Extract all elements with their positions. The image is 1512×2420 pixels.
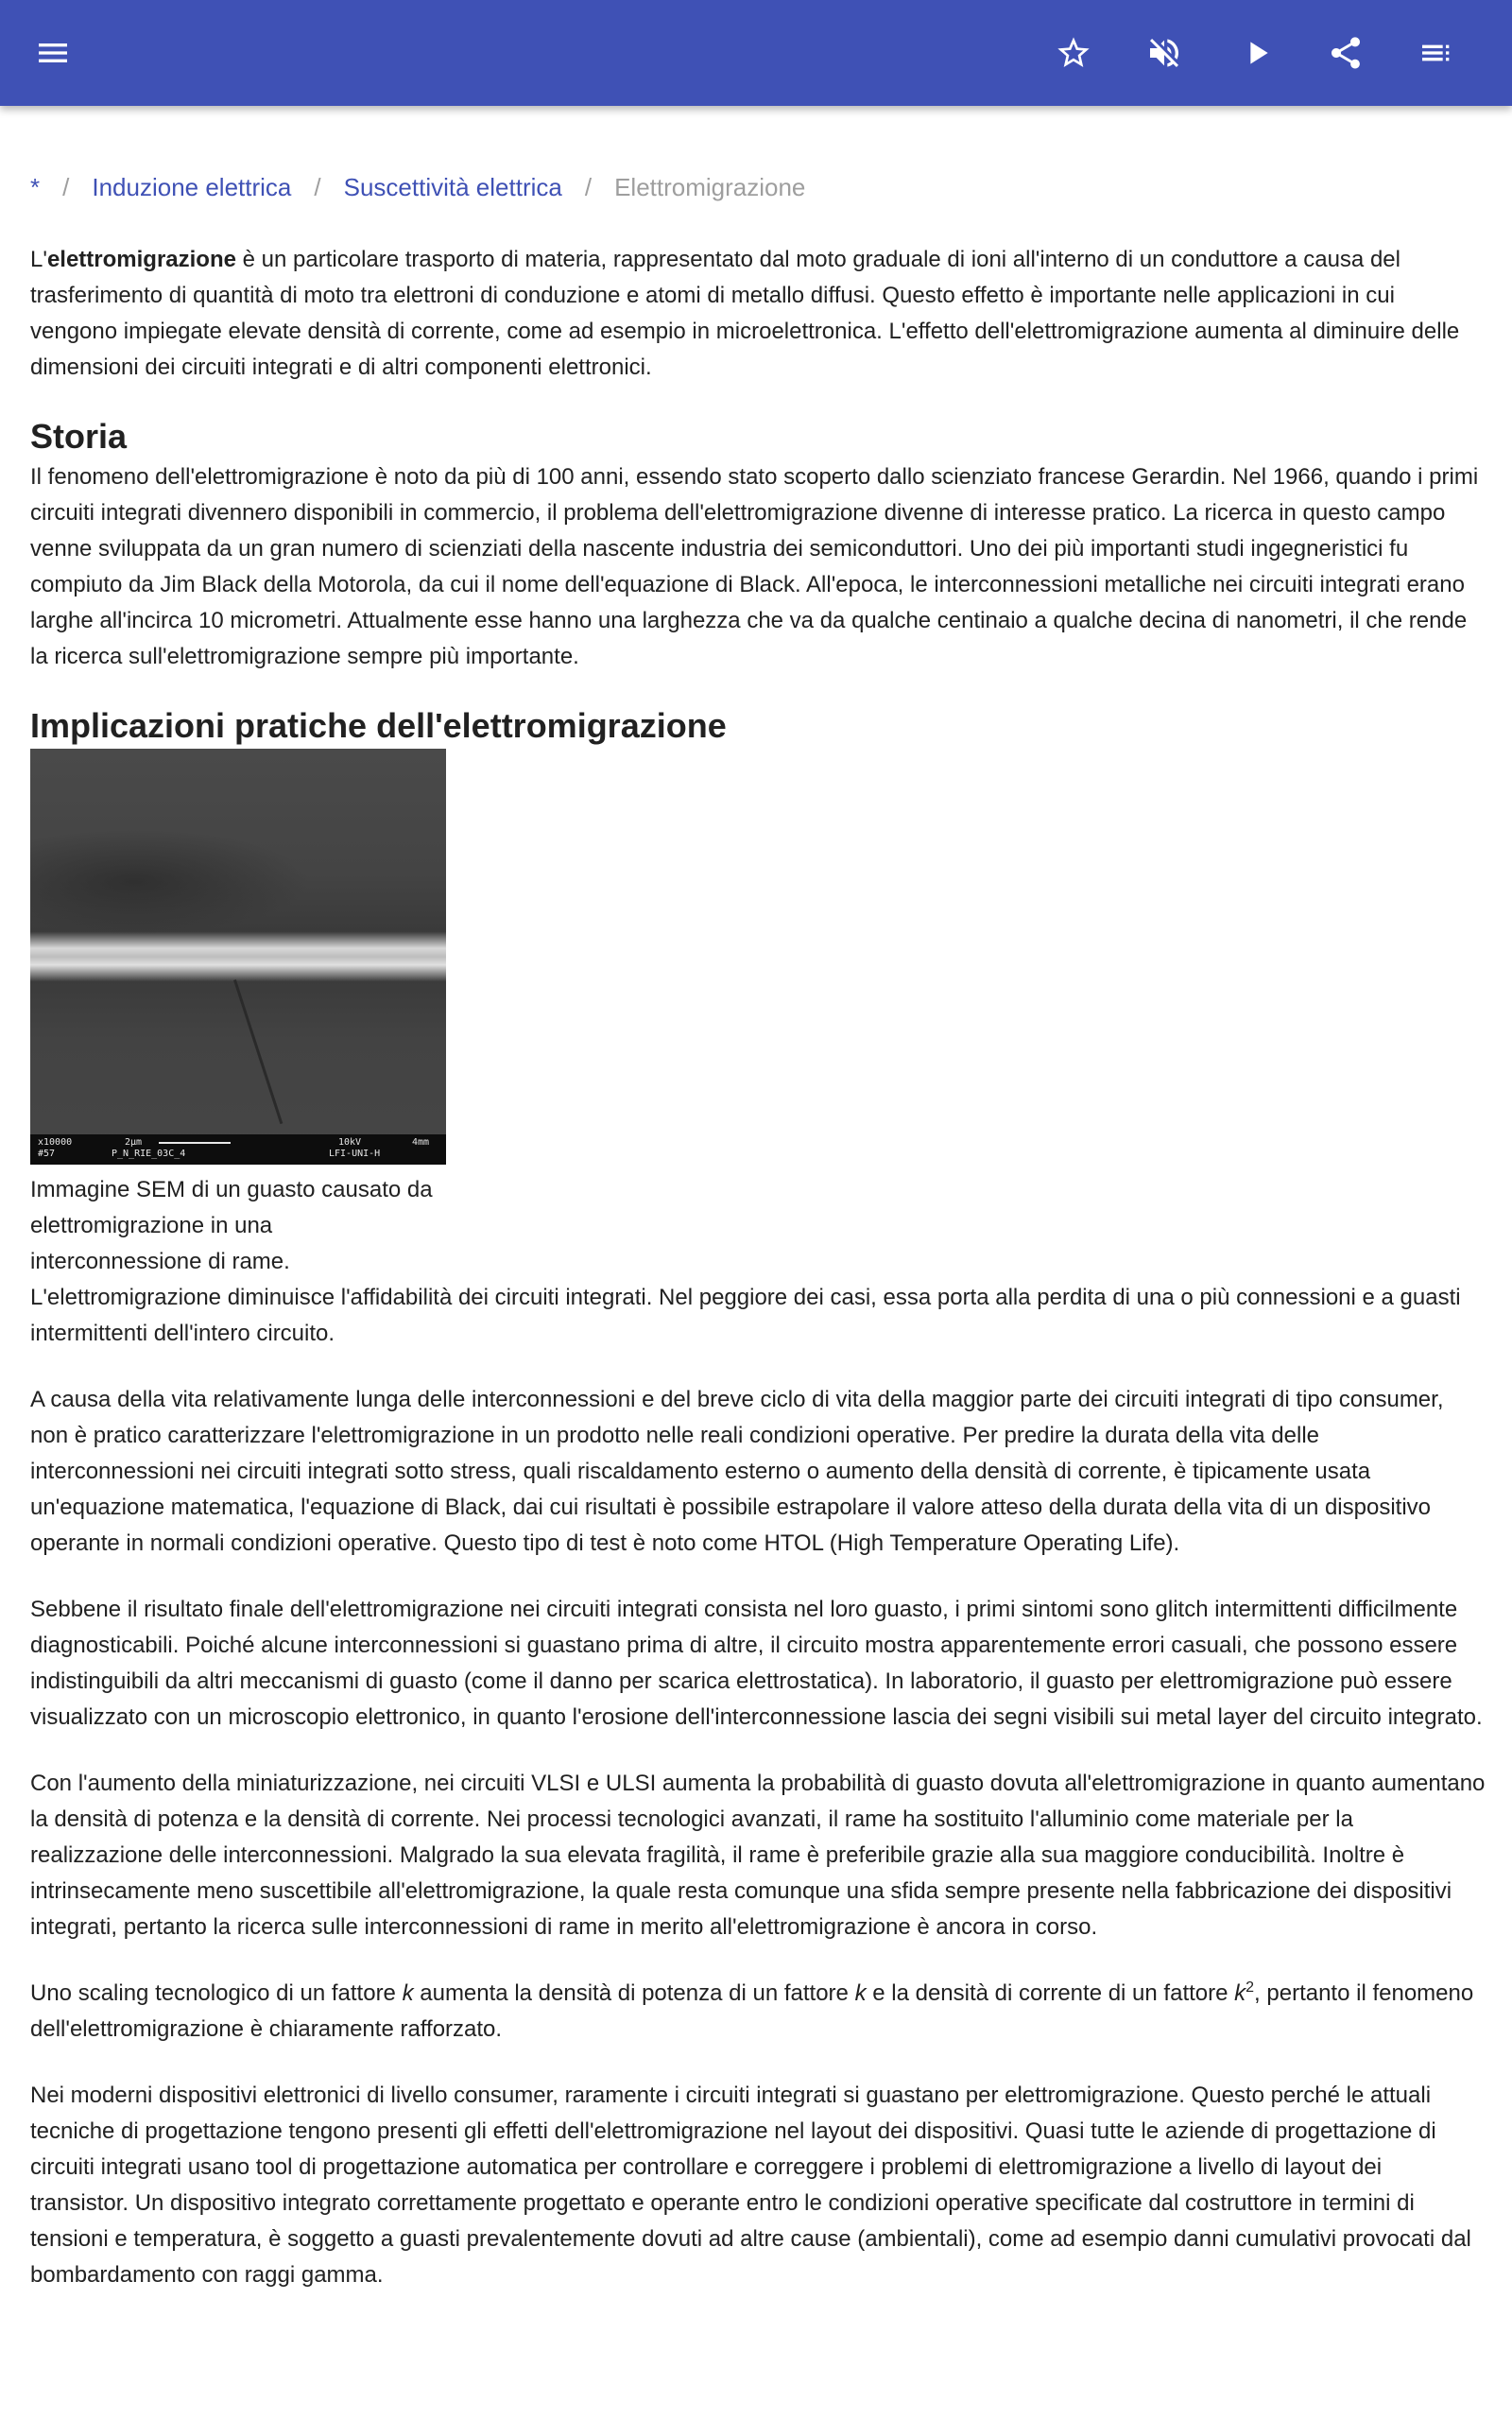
intro-term: elettromigrazione: [46, 247, 236, 272]
share-button[interactable]: [1319, 26, 1372, 79]
app-bar: [0, 0, 1512, 106]
figure-caption: Immagine SEM di un guasto causato da elettromigrazione in una interconnessione di rame.: [30, 1177, 433, 1274]
storia-paragraph: Il fenomeno dell'elettromigrazione è noto da più di 100 anni, essendo stato scoperto dallo scienziato francese Gerardin. Nel 1966, quando i primi circuiti integrati divennero disponibili in commercio, il problema dell'elettromigrazione divenne di interesse pratico. La ricerca in questo campo venne sviluppata da un gran numero di scienziati della nascente industria dei semiconduttori. Uno dei più importanti studi ingegneristici fu compiuto da Jim Black della Motorola, da cui il nome dell'equazione di Black. All'epoca, le interconnessioni metalliche nei circuiti integrati erano larghe all'incirca 10 micrometri. Attualmente esse hanno una larghezza che va da qualche centinaio a qualche decina di nanometri, il che rende la ricerca sull'elettromigrazione sempre più importante.: [30, 464, 1479, 669]
star-outline-icon: [1055, 34, 1092, 72]
math-k: k: [854, 1980, 867, 2006]
sem-figure: [30, 749, 1486, 1280]
share-icon: [1327, 34, 1365, 72]
breadcrumb-suscettivita-elettrica[interactable]: Suscettività elettrica: [343, 173, 562, 201]
implicazioni-paragraph-4: Con l'aumento della miniaturizzazione, nei circuiti VLSI e ULSI aumenta la probabilità di guasto dovuta all'elettromigrazione in quanto aumentano la densità di potenza e la densità di corrente. Nei processi tecnologici avanzati, il rame ha sostituito l'alluminio come materiale per la realizzazione delle interconnessioni. Malgrado la sua elevata fragilità, il rame è preferibile grazie alla sua maggiore conducibilità. Inoltre è intrinsecamente meno suscettibile all'elettromigrazione, la quale resta comunque una sfida sempre presente nella fabbricazione dei dispositivi integrati, pertanto la ricerca sulle interconnessioni di rame in merito all'elettromigrazione è ancora in corso.: [30, 1771, 1486, 1940]
article-content: [30, 242, 1486, 2324]
menu-button[interactable]: [26, 26, 79, 79]
sem-image[interactable]: [30, 749, 446, 1165]
scaling-paragraph: [30, 1976, 1486, 2048]
sem-scale: 2µm: [125, 1137, 143, 1148]
implicazioni-paragraph-3: Sebbene il risultato finale dell'elettromigrazione nei circuiti integrati consista nel loro guasto, i primi sintomi sono glitch intermittenti difficilmente diagnosticabili. Poiché alcune interconnessioni si guastano prima di altre, il circuito mostra apparentemente errori casuali, che possono essere indistinguibili da altri meccanismi di guasto (come il danno per scarica elettrostatica). In laboratorio, il guasto per elettromigrazione può essere visualizzato con un microscopio elettronico, in quanto l'erosione dell'interconnessione lascia dei segni visibili sui metal layer del circuito integrato.: [30, 1597, 1483, 1730]
sem-lab: LFI-UNI-H: [329, 1149, 381, 1159]
bookmark-button[interactable]: [1047, 26, 1100, 79]
sem-id: #57: [38, 1149, 56, 1159]
play-icon: [1238, 34, 1276, 72]
breadcrumb-current: Elettromigrazione: [614, 173, 806, 201]
intro-prefix: L': [30, 247, 47, 272]
hamburger-menu-icon: [34, 34, 72, 72]
implicazioni-paragraph-1: L'elettromigrazione diminuisce l'affidabilità dei circuiti integrati. Nel peggiore dei casi, essa porta alla perdita di una o più connessioni e a guasti intermittenti dell'intero circuito.: [30, 1285, 1461, 1346]
intro-text: è un particolare trasporto di materia, rappresentato dal moto graduale di ioni all'interno di un conduttore a causa del trasferimento di quantità di moto tra elettroni di conduzione e atomi di metallo diffusi. Questo effetto è importante nelle applicazioni in cui vengono impiegate elevate densità di corrente, come ad esempio in microelettronica. L'effetto dell'elettromigrazione aumenta al diminuire delle dimensioni dei circuiti integrati e di altri componenti elettronici.: [30, 247, 1460, 380]
play-button[interactable]: [1230, 26, 1283, 79]
scaling-text: aumenta la densità di potenza di un fattore: [413, 1980, 855, 2006]
math-k: k: [402, 1980, 414, 2006]
breadcrumb: [30, 168, 805, 206]
sem-sample: P_N_RIE_03C_4: [112, 1149, 186, 1159]
section-heading-storia: Storia: [30, 417, 128, 456]
playlist-button[interactable]: [1410, 26, 1463, 79]
sem-distance: 4mm: [412, 1137, 430, 1148]
sem-magnification: x10000: [38, 1137, 73, 1148]
intro-paragraph: [30, 242, 1486, 386]
implicazioni-final-paragraph: Nei moderni dispositivi elettronici di livello consumer, raramente i circuiti integrati si guastano per elettromigrazione. Questo perché le attuali tecniche di progettazione tengono presenti gli effetti dell'elettromigrazione nel layout dei dispositivi. Quasi tutte le aziende di progettazione di circuiti integrati usano tool di progettazione automatica per controllare e correggere i problemi di elettromigrazione a livello di layout dei transistor. Un dispositivo integrato correttamente progettato e operante entro le condizioni operative specificate dal costruttore in termini di tensioni e temperatura, è soggetto a guasti prevalentemente dovuti ad altre cause (ambientali), come ad esempio danni cumulativi provocati dal bombardamento con raggi gamma.: [30, 2083, 1471, 2288]
playlist-icon: [1418, 34, 1455, 72]
breadcrumb-induzione-elettrica[interactable]: Induzione elettrica: [92, 173, 292, 201]
sem-crack: [233, 979, 283, 1124]
breadcrumb-separator: /: [314, 173, 321, 201]
breadcrumb-separator: /: [62, 173, 70, 201]
math-k: k: [1234, 1980, 1246, 2006]
breadcrumb-separator: /: [584, 173, 593, 201]
scaling-text: e la densità di corrente di un fattore: [866, 1980, 1235, 2006]
sem-info-bar: [30, 1134, 446, 1165]
section-heading-implicazioni: Implicazioni pratiche dell'elettromigrazione: [30, 706, 727, 745]
scaling-text: Uno scaling tecnologico di un fattore: [30, 1980, 403, 2006]
mute-button[interactable]: [1138, 26, 1191, 79]
breadcrumb-home[interactable]: *: [30, 173, 41, 201]
sem-voltage: 10kV: [338, 1137, 362, 1148]
math-exponent: 2: [1246, 1979, 1255, 1996]
sem-scale-bar: [159, 1142, 231, 1144]
scaling-text: , pertanto il fenomeno dell'elettromigrazione è chiaramente rafforzato.: [30, 1980, 1474, 2042]
volume-off-icon: [1145, 34, 1183, 72]
implicazioni-paragraph-2: A causa della vita relativamente lunga delle interconnessioni e del breve ciclo di vita della maggior parte dei circuiti integrati di tipo consumer, non è pratico caratterizzare l'elettromigrazione in un prodotto nelle reali condizioni operative. Per predire la durata della vita delle interconnessioni nei circuiti integrati sotto stress, quali riscaldamento esterno o aumento della densità di corrente, è tipicamente usata un'equazione matematica, l'equazione di Black, dai cui risultati è possibile estrapolare il valore atteso della durata della vita di un dispositivo operante in normali condizioni operative. Questo tipo di test è noto come HTOL (High Temperature Operating Life).: [30, 1387, 1444, 1556]
